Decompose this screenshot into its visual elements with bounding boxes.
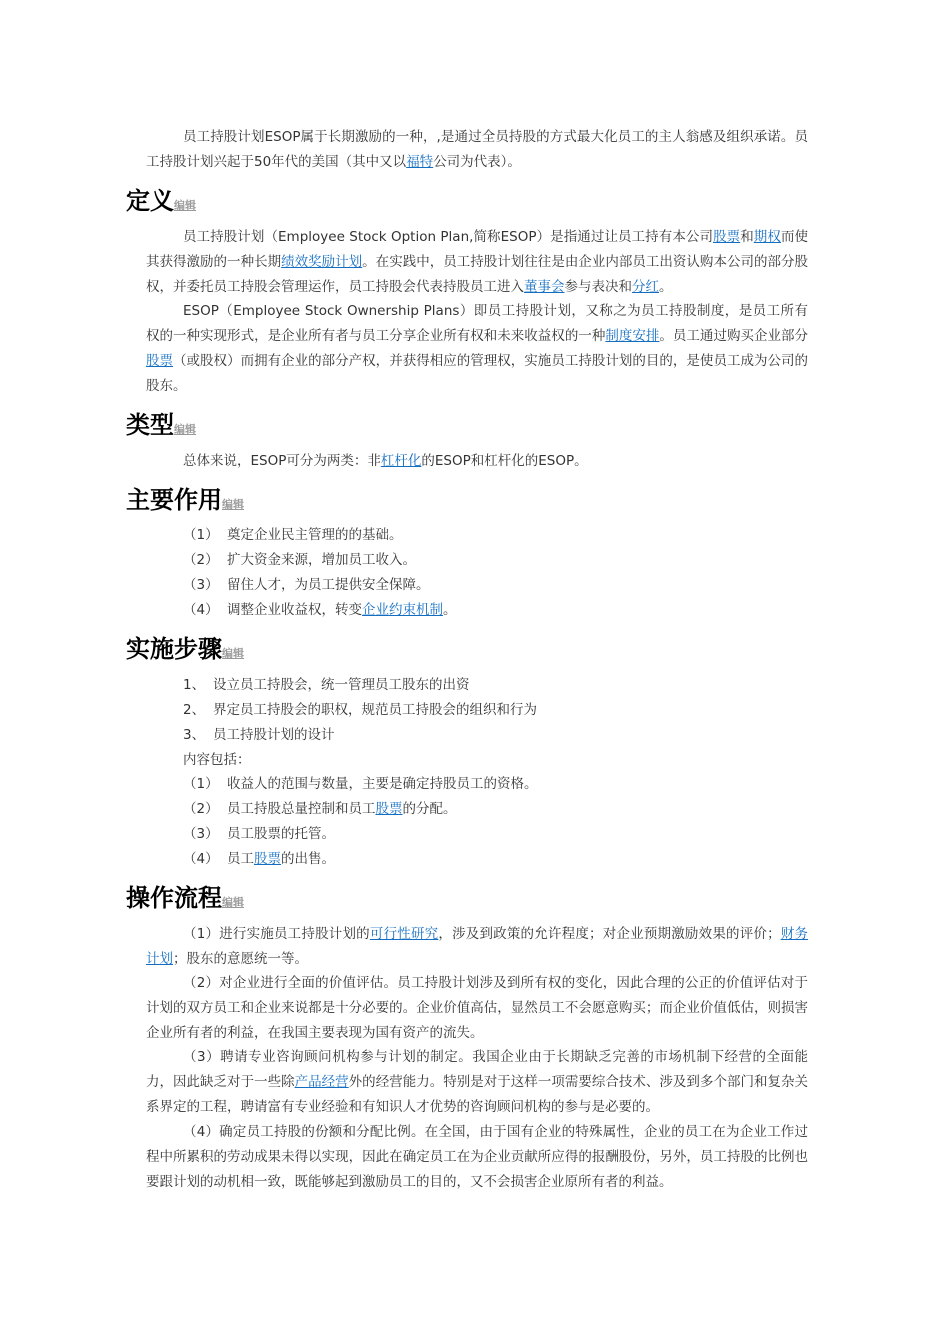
list-item: （2） 扩大资金来源，增加员工收入。 xyxy=(183,552,416,568)
list-item: （3） 留住人才，为员工提供安全保障。 xyxy=(183,577,430,593)
link-feasibility-study[interactable]: 可行性研究 xyxy=(369,926,439,942)
list-item: （3） 员工股票的托管。 xyxy=(183,826,335,842)
edit-link-process[interactable]: 编辑 xyxy=(222,896,244,909)
edit-link-definition[interactable]: 编辑 xyxy=(174,199,196,212)
link-ford[interactable]: 福特 xyxy=(406,154,434,170)
definition-paragraph-2: ESOP（Employee Stock Ownership Plans）即员工持股计划，又称之为员工持股制度，是员工所有权的一种实现形式，是企业所有者与员工分享企业所有权和未来收益权的一种制度安排。员工通过购买企业部分股票（或股权）而拥有企业的部分产权，并获得相应的管理权，实施员工持股计划的目的，是使员工成为公司的股东。 xyxy=(146,303,809,394)
process-paragraph-2: （2）对企业进行全面的价值评估。员工持股计划涉及到所有权的变化，因此合理的公正的价值评估对于计划的双方员工和企业来说都是十分必要的。企业价值高估，显然员工不会愿意购买；而企业价值低估，则损害企业所有者的利益，在我国主要表现为国有资产的流失。 xyxy=(146,975,808,1041)
intro-text: 员工持股计划ESOP属于长期激励的一种，,是通过全员持股的方式最大化员工的主人翁感及组织承诺。员工持股计划兴起于50年代的美国（其中又以 xyxy=(146,129,808,170)
link-stock-2[interactable]: 股票 xyxy=(146,353,174,369)
definition-paragraph-1: 员工持股计划（Employee Stock Option Plan,简称ESOP）是指通过让员工持有本公司股票和期权而使其获得激励的一种长期绩效奖励计划。在实践中，员工持股计划往往是由企业内部员工出资认购本公司的部分股权，并委托员工持股会管理运作，员工持股会代表持股员工进入董事会参与表决和分红。 xyxy=(146,229,809,295)
heading-process: 操作流程编辑 xyxy=(126,884,244,912)
content-label: 内容包括： xyxy=(183,752,251,768)
types-paragraph: 总体来说，ESOP可分为两类：非杠杆化的ESOP和杠杆化的ESOP。 xyxy=(183,453,588,469)
link-stock[interactable]: 股票 xyxy=(713,229,741,245)
list-item: 3、 员工持股计划的设计 xyxy=(183,727,335,743)
heading-definition: 定义编辑 xyxy=(126,187,196,215)
link-option[interactable]: 期权 xyxy=(753,229,781,245)
process-paragraph-3: （3）聘请专业咨询顾问机构参与计划的制定。我国企业由于长期缺乏完善的市场机制下经营的全面能力，因此缺乏对于一些除产品经营外的经营能力。特别是对于这样一项需要综合技术、涉及到多个部门和复杂关系界定的工程，聘请富有专业经验和有知识人才优势的咨询顾问机构的参与是必要的。 xyxy=(146,1049,809,1115)
link-leveraged[interactable]: 杠杆化 xyxy=(380,453,422,469)
list-item: （1） 奠定企业民主管理的的基础。 xyxy=(183,527,403,543)
list-item: 1、 设立员工持股会，统一管理员工股东的出资 xyxy=(183,677,470,693)
link-product-operation[interactable]: 产品经营 xyxy=(294,1074,349,1090)
process-paragraph-1: （1）进行实施员工持股计划的可行性研究，涉及到政策的允许程度；对企业预期激励效果的评价；财务计划；股东的意愿统一等。 xyxy=(146,926,809,967)
intro-text-end: 公司为代表）。 xyxy=(433,154,521,170)
list-item: （4） 员工股票的出售。 xyxy=(183,851,335,867)
edit-link-types[interactable]: 编辑 xyxy=(174,423,196,436)
link-dividend[interactable]: 分红 xyxy=(632,279,659,295)
link-board[interactable]: 董事会 xyxy=(524,279,565,295)
process-paragraph-4: （4）确定员工持股的份额和分配比例。在全国，由于国有企业的特殊属性，企业的员工在为企业工作过程中所累积的劳动成果未得以实现，因此在确定员工在为企业贡献所应得的报酬股份，另外，员工持股的比例也要跟计划的动机相一致，既能够起到激励员工的目的，又不会损害企业原所有者的利益。 xyxy=(146,1124,808,1190)
list-item: （1） 收益人的范围与数量，主要是确定持股员工的资格。 xyxy=(183,776,538,792)
intro-paragraph xyxy=(146,125,808,175)
heading-steps: 实施步骤编辑 xyxy=(126,635,244,663)
list-item: （4） 调整企业收益权，转变企业约束机制。 xyxy=(183,602,457,618)
heading-types: 类型编辑 xyxy=(126,411,196,439)
link-stock-3[interactable]: 股票 xyxy=(375,801,403,817)
list-item: 2、 界定员工持股会的职权，规范员工持股会的组织和行为 xyxy=(183,702,537,718)
edit-link-functions[interactable]: 编辑 xyxy=(222,498,244,511)
edit-link-steps[interactable]: 编辑 xyxy=(222,647,244,660)
list-item: （2） 员工持股总量控制和员工股票的分配。 xyxy=(183,801,457,817)
heading-functions: 主要作用编辑 xyxy=(126,486,244,514)
link-performance-plan[interactable]: 绩效奖励计划 xyxy=(281,254,363,270)
link-constraint-mechanism[interactable]: 企业约束机制 xyxy=(362,602,443,618)
link-financial-plan[interactable]: 财务计划 xyxy=(146,926,809,967)
link-institutional-arrangement[interactable]: 制度安排 xyxy=(605,328,660,344)
link-stock-4[interactable]: 股票 xyxy=(254,851,281,867)
